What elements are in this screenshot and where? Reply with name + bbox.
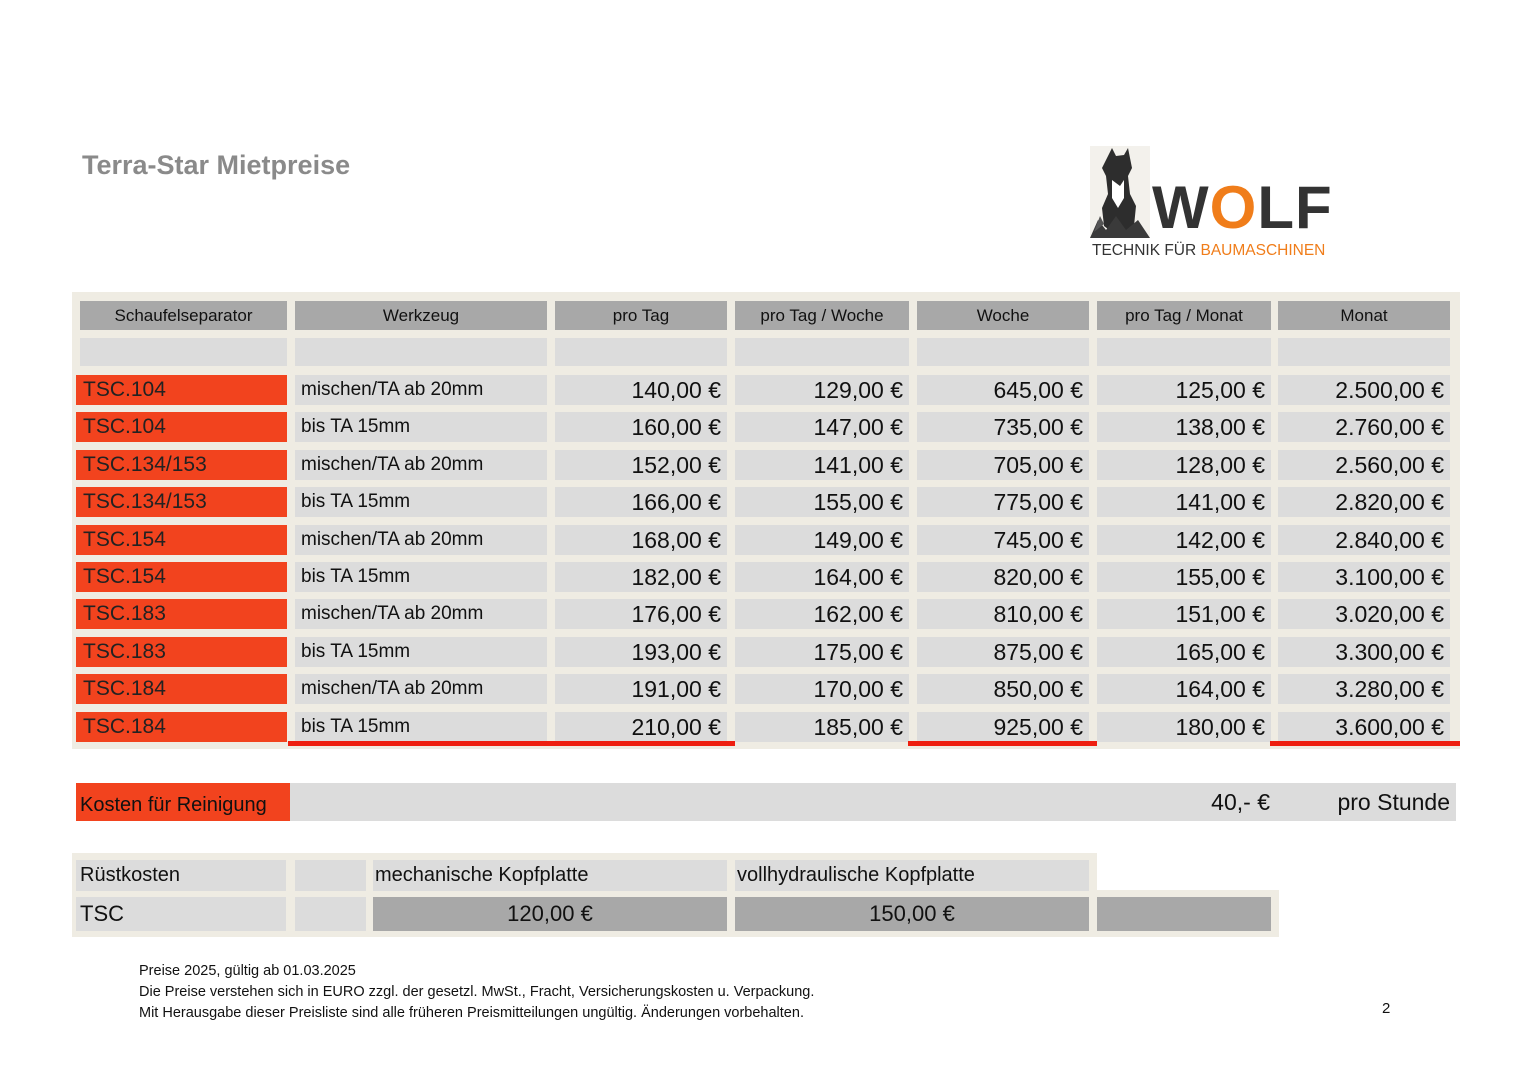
empty-cell	[80, 338, 287, 366]
empty-cell	[1278, 338, 1450, 366]
price-cell: 745,00 €	[917, 525, 1089, 555]
cleaning-price: 40,- €	[1211, 788, 1270, 815]
price-cell: 164,00 €	[1097, 674, 1271, 704]
model-cell: TSC.184	[76, 674, 287, 704]
price-cell: 152,00 €	[555, 450, 727, 480]
price-cell: 820,00 €	[917, 562, 1089, 592]
price-cell: 176,00 €	[555, 599, 727, 629]
header-werkzeug: Werkzeug	[295, 301, 547, 330]
tool-cell: bis TA 15mm	[295, 487, 547, 517]
price-cell: 193,00 €	[555, 637, 727, 667]
price-cell: 705,00 €	[917, 450, 1089, 480]
price-cell: 2.500,00 €	[1278, 375, 1450, 405]
red-underline	[288, 741, 735, 746]
price-cell: 175,00 €	[735, 637, 909, 667]
price-cell: 149,00 €	[735, 525, 909, 555]
model-cell: TSC.154	[76, 562, 287, 592]
price-cell: 164,00 €	[735, 562, 909, 592]
price-cell: 875,00 €	[917, 637, 1089, 667]
tool-cell: bis TA 15mm	[295, 412, 547, 442]
header-schaufelseparator: Schaufelseparator	[80, 301, 287, 330]
setup-row-label: TSC	[76, 897, 286, 931]
header-pro-tag-woche: pro Tag / Woche	[735, 301, 909, 330]
price-cell: 191,00 €	[555, 674, 727, 704]
tool-cell: mischen/TA ab 20mm	[295, 525, 547, 555]
empty-cell	[917, 338, 1089, 366]
logo-tagline: TECHNIK FÜR BAUMASCHINEN	[1092, 242, 1326, 259]
price-cell: 3.280,00 €	[1278, 674, 1450, 704]
model-cell: TSC.184	[76, 712, 287, 742]
setup-price-hydraulic: 150,00 €	[735, 897, 1089, 931]
setup-blank-cell	[295, 897, 366, 931]
price-cell: 210,00 €	[555, 712, 727, 742]
model-cell: TSC.104	[76, 375, 287, 405]
cleaning-label: Kosten für Reinigung	[76, 783, 290, 821]
price-cell: 125,00 €	[1097, 375, 1271, 405]
logo-wordmark: WOLF	[1152, 174, 1333, 241]
footer-line: Preise 2025, gültig ab 01.03.2025	[139, 963, 356, 979]
footer-line: Mit Herausgabe dieser Preisliste sind alle früheren Preismitteilungen ungültig. Änderungen vorbehalten.	[139, 1005, 804, 1021]
header-woche: Woche	[917, 301, 1089, 330]
wolf-logo	[1090, 146, 1333, 264]
page-number: 2	[1382, 1000, 1391, 1017]
price-cell: 128,00 €	[1097, 450, 1271, 480]
price-cell: 138,00 €	[1097, 412, 1271, 442]
header-pro-tag: pro Tag	[555, 301, 727, 330]
price-cell: 142,00 €	[1097, 525, 1271, 555]
setup-header-hydraulic: vollhydraulische Kopfplatte	[735, 860, 1089, 891]
price-cell: 3.300,00 €	[1278, 637, 1450, 667]
tool-cell: mischen/TA ab 20mm	[295, 599, 547, 629]
header-monat: Monat	[1278, 301, 1450, 330]
model-cell: TSC.134/153	[76, 487, 287, 517]
model-cell: TSC.183	[76, 599, 287, 629]
red-underline	[1270, 741, 1460, 746]
price-cell: 2.820,00 €	[1278, 487, 1450, 517]
setup-price-mechanical: 120,00 €	[373, 897, 727, 931]
price-cell: 645,00 €	[917, 375, 1089, 405]
setup-label: Rüstkosten	[76, 860, 286, 891]
setup-blank-dark-cell	[1097, 897, 1271, 931]
empty-cell	[735, 338, 909, 366]
price-cell: 147,00 €	[735, 412, 909, 442]
price-cell: 775,00 €	[917, 487, 1089, 517]
tool-cell: mischen/TA ab 20mm	[295, 375, 547, 405]
model-cell: TSC.104	[76, 412, 287, 442]
price-cell: 2.840,00 €	[1278, 525, 1450, 555]
tool-cell: bis TA 15mm	[295, 712, 547, 742]
price-cell: 155,00 €	[735, 487, 909, 517]
price-cell: 925,00 €	[917, 712, 1089, 742]
tool-cell: bis TA 15mm	[295, 637, 547, 667]
setup-header-mechanical: mechanische Kopfplatte	[373, 860, 727, 891]
price-cell: 182,00 €	[555, 562, 727, 592]
price-cell: 168,00 €	[555, 525, 727, 555]
wolf-mascot-icon	[1090, 146, 1150, 238]
price-cell: 3.100,00 €	[1278, 562, 1450, 592]
red-underline	[908, 741, 1097, 746]
price-cell: 170,00 €	[735, 674, 909, 704]
price-cell: 141,00 €	[1097, 487, 1271, 517]
price-cell: 850,00 €	[917, 674, 1089, 704]
price-cell: 166,00 €	[555, 487, 727, 517]
tool-cell: mischen/TA ab 20mm	[295, 450, 547, 480]
price-cell: 140,00 €	[555, 375, 727, 405]
empty-cell	[555, 338, 727, 366]
price-cell: 2.560,00 €	[1278, 450, 1450, 480]
price-cell: 735,00 €	[917, 412, 1089, 442]
price-cell: 185,00 €	[735, 712, 909, 742]
footer-notes	[139, 961, 814, 1024]
page-title: Terra-Star Mietpreise	[82, 150, 351, 180]
empty-cell	[295, 338, 547, 366]
price-cell: 2.760,00 €	[1278, 412, 1450, 442]
price-cell: 3.020,00 €	[1278, 599, 1450, 629]
model-cell: TSC.183	[76, 637, 287, 667]
tool-cell: mischen/TA ab 20mm	[295, 674, 547, 704]
header-pro-tag-monat: pro Tag / Monat	[1097, 301, 1271, 330]
price-cell: 160,00 €	[555, 412, 727, 442]
empty-cell	[1097, 338, 1271, 366]
price-table	[72, 292, 1460, 749]
price-cell: 141,00 €	[735, 450, 909, 480]
setup-blank-cell	[295, 860, 366, 891]
cleaning-unit: pro Stunde	[1337, 788, 1450, 815]
footer-line: Die Preise verstehen sich in EURO zzgl. der gesetzl. MwSt., Fracht, Versicherungskosten u. Verpackung.	[139, 984, 815, 1000]
cleaning-cost-row	[76, 783, 1456, 821]
model-cell: TSC.134/153	[76, 450, 287, 480]
price-cell: 810,00 €	[917, 599, 1089, 629]
price-cell: 151,00 €	[1097, 599, 1271, 629]
price-cell: 3.600,00 €	[1278, 712, 1450, 742]
price-cell: 162,00 €	[735, 599, 909, 629]
price-cell: 129,00 €	[735, 375, 909, 405]
price-cell: 155,00 €	[1097, 562, 1271, 592]
price-cell: 165,00 €	[1097, 637, 1271, 667]
model-cell: TSC.154	[76, 525, 287, 555]
price-cell: 180,00 €	[1097, 712, 1271, 742]
tool-cell: bis TA 15mm	[295, 562, 547, 592]
